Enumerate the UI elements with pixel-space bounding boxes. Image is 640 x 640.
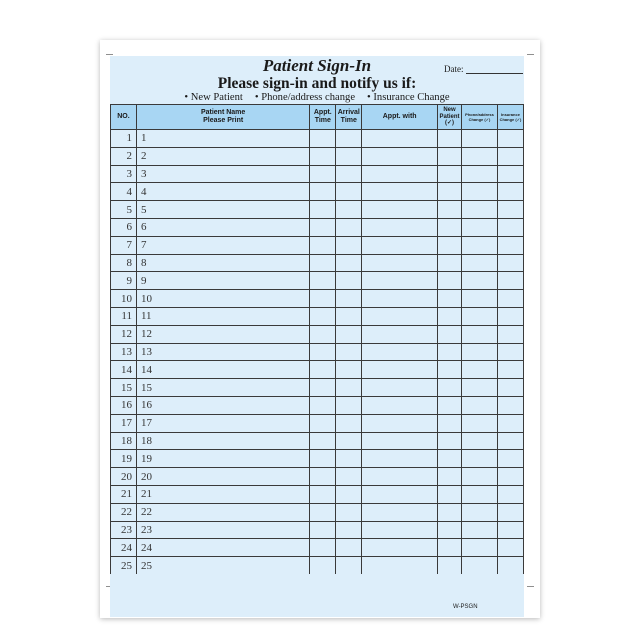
patient-name-cell[interactable]: 19 bbox=[136, 450, 309, 468]
appt-with-cell[interactable] bbox=[362, 130, 438, 148]
phone-address-change-cell[interactable] bbox=[462, 503, 498, 521]
arrival-time-cell[interactable] bbox=[336, 414, 362, 432]
row-number-cell: 11 bbox=[111, 307, 137, 325]
table-row bbox=[111, 325, 524, 343]
table-row bbox=[111, 432, 524, 450]
row-number-cell: 17 bbox=[111, 414, 137, 432]
phone-address-change-cell[interactable] bbox=[462, 539, 498, 557]
table-row bbox=[111, 361, 524, 379]
date-field[interactable] bbox=[466, 73, 523, 74]
phone-address-change-cell[interactable] bbox=[462, 450, 498, 468]
header-no: NO. bbox=[111, 105, 137, 130]
insurance-change-cell[interactable] bbox=[497, 165, 523, 183]
appt-time-cell[interactable] bbox=[310, 290, 336, 308]
table-row bbox=[111, 485, 524, 503]
insurance-change-cell[interactable] bbox=[497, 272, 523, 290]
new-patient-cell[interactable] bbox=[438, 521, 462, 539]
row-number-cell: 19 bbox=[111, 450, 137, 468]
row-number-cell: 15 bbox=[111, 379, 137, 397]
patient-name-cell[interactable]: 1 bbox=[136, 130, 309, 148]
phone-address-change-cell[interactable] bbox=[462, 201, 498, 219]
appt-with-cell[interactable] bbox=[362, 414, 438, 432]
new-patient-cell[interactable] bbox=[438, 396, 462, 414]
arrival-time-cell[interactable] bbox=[336, 557, 362, 574]
insurance-change-cell[interactable] bbox=[497, 361, 523, 379]
arrival-time-cell[interactable] bbox=[336, 147, 362, 165]
appt-time-cell[interactable] bbox=[310, 503, 336, 521]
arrival-time-cell[interactable] bbox=[336, 325, 362, 343]
new-patient-cell[interactable] bbox=[438, 450, 462, 468]
row-number-cell: 16 bbox=[111, 396, 137, 414]
patient-name-cell[interactable]: 21 bbox=[136, 485, 309, 503]
header-patient-name: Patient Name Please Print bbox=[136, 105, 309, 130]
appt-time-cell[interactable] bbox=[310, 183, 336, 201]
date-label: Date: bbox=[444, 64, 464, 74]
insurance-change-cell[interactable] bbox=[497, 183, 523, 201]
appt-time-cell[interactable] bbox=[310, 272, 336, 290]
insurance-change-cell[interactable] bbox=[497, 343, 523, 361]
insurance-change-cell[interactable] bbox=[497, 503, 523, 521]
phone-address-change-cell[interactable] bbox=[462, 468, 498, 486]
row-number-cell: 1 bbox=[111, 130, 137, 148]
row-number-cell: 21 bbox=[111, 485, 137, 503]
arrival-time-cell[interactable] bbox=[336, 379, 362, 397]
crop-mark bbox=[106, 54, 113, 55]
row-number-cell: 25 bbox=[111, 557, 137, 574]
phone-address-change-cell[interactable] bbox=[462, 254, 498, 272]
appt-with-cell[interactable] bbox=[362, 503, 438, 521]
row-number-cell: 4 bbox=[111, 183, 137, 201]
appt-time-cell[interactable] bbox=[310, 557, 336, 574]
sign-in-table bbox=[110, 104, 524, 574]
appt-with-cell[interactable] bbox=[362, 290, 438, 308]
appt-with-cell[interactable] bbox=[362, 468, 438, 486]
insurance-change-cell[interactable] bbox=[497, 557, 523, 574]
row-number-cell: 6 bbox=[111, 218, 137, 236]
table-row bbox=[111, 165, 524, 183]
insurance-change-cell[interactable] bbox=[497, 236, 523, 254]
insurance-change-cell[interactable] bbox=[497, 218, 523, 236]
patient-name-cell[interactable]: 3 bbox=[136, 165, 309, 183]
appt-with-cell[interactable] bbox=[362, 254, 438, 272]
table-row bbox=[111, 183, 524, 201]
arrival-time-cell[interactable] bbox=[336, 236, 362, 254]
insurance-change-cell[interactable] bbox=[497, 379, 523, 397]
appt-with-cell[interactable] bbox=[362, 147, 438, 165]
appt-time-cell[interactable] bbox=[310, 147, 336, 165]
appt-with-cell[interactable] bbox=[362, 343, 438, 361]
appt-with-cell[interactable] bbox=[362, 236, 438, 254]
table-row bbox=[111, 521, 524, 539]
appt-time-cell[interactable] bbox=[310, 325, 336, 343]
appt-time-cell[interactable] bbox=[310, 254, 336, 272]
patient-name-cell[interactable]: 24 bbox=[136, 539, 309, 557]
appt-with-cell[interactable] bbox=[362, 539, 438, 557]
appt-time-cell[interactable] bbox=[310, 361, 336, 379]
phone-address-change-cell[interactable] bbox=[462, 290, 498, 308]
crop-mark bbox=[527, 54, 534, 55]
arrival-time-cell[interactable] bbox=[336, 450, 362, 468]
appt-time-cell[interactable] bbox=[310, 450, 336, 468]
arrival-time-cell[interactable] bbox=[336, 503, 362, 521]
form-sheet bbox=[100, 40, 540, 618]
arrival-time-cell[interactable] bbox=[336, 254, 362, 272]
new-patient-cell[interactable] bbox=[438, 432, 462, 450]
table-row bbox=[111, 272, 524, 290]
row-number-cell: 3 bbox=[111, 165, 137, 183]
arrival-time-cell[interactable] bbox=[336, 521, 362, 539]
option-new-patient: • New Patient bbox=[184, 92, 243, 103]
new-patient-cell[interactable] bbox=[438, 165, 462, 183]
header-phone-address-change: Phone/address Change (✓) bbox=[462, 105, 498, 130]
patient-name-cell[interactable]: 12 bbox=[136, 325, 309, 343]
insurance-change-cell[interactable] bbox=[497, 290, 523, 308]
table-row bbox=[111, 290, 524, 308]
table-row bbox=[111, 414, 524, 432]
phone-address-change-cell[interactable] bbox=[462, 236, 498, 254]
table-row bbox=[111, 236, 524, 254]
patient-name-cell[interactable]: 4 bbox=[136, 183, 309, 201]
appt-with-cell[interactable] bbox=[362, 557, 438, 574]
appt-with-cell[interactable] bbox=[362, 521, 438, 539]
patient-name-cell[interactable]: 17 bbox=[136, 414, 309, 432]
sign-in-form bbox=[110, 56, 524, 617]
insurance-change-cell[interactable] bbox=[497, 130, 523, 148]
arrival-time-cell[interactable] bbox=[336, 485, 362, 503]
header-arrival-time: Arrival Time bbox=[336, 105, 362, 130]
appt-with-cell[interactable] bbox=[362, 183, 438, 201]
row-number-cell: 23 bbox=[111, 521, 137, 539]
new-patient-cell[interactable] bbox=[438, 503, 462, 521]
patient-name-cell[interactable]: 18 bbox=[136, 432, 309, 450]
patient-name-cell[interactable]: 22 bbox=[136, 503, 309, 521]
form-title: Patient Sign-In bbox=[262, 56, 372, 75]
new-patient-cell[interactable] bbox=[438, 557, 462, 574]
arrival-time-cell[interactable] bbox=[336, 307, 362, 325]
appt-time-cell[interactable] bbox=[310, 130, 336, 148]
option-phone-address-change: • Phone/address change bbox=[254, 92, 356, 103]
new-patient-cell[interactable] bbox=[438, 307, 462, 325]
table-row bbox=[111, 343, 524, 361]
row-number-cell: 2 bbox=[111, 147, 137, 165]
new-patient-cell[interactable] bbox=[438, 361, 462, 379]
arrival-time-cell[interactable] bbox=[336, 468, 362, 486]
appt-with-cell[interactable] bbox=[362, 361, 438, 379]
new-patient-cell[interactable] bbox=[438, 254, 462, 272]
arrival-time-cell[interactable] bbox=[336, 539, 362, 557]
table-row bbox=[111, 468, 524, 486]
table-row bbox=[111, 130, 524, 148]
row-number-cell: 12 bbox=[111, 325, 137, 343]
patient-name-cell[interactable]: 10 bbox=[136, 290, 309, 308]
phone-address-change-cell[interactable] bbox=[462, 361, 498, 379]
phone-address-change-cell[interactable] bbox=[462, 147, 498, 165]
arrival-time-cell[interactable] bbox=[336, 201, 362, 219]
appt-with-cell[interactable] bbox=[362, 272, 438, 290]
header-appt-time: Appt. Time bbox=[310, 105, 336, 130]
form-code: W-PSGN bbox=[453, 604, 478, 610]
insurance-change-cell[interactable] bbox=[497, 396, 523, 414]
arrival-time-cell[interactable] bbox=[336, 272, 362, 290]
appt-with-cell[interactable] bbox=[362, 485, 438, 503]
appt-with-cell[interactable] bbox=[362, 218, 438, 236]
table-row bbox=[111, 379, 524, 397]
table-row bbox=[111, 218, 524, 236]
phone-address-change-cell[interactable] bbox=[462, 379, 498, 397]
row-number-cell: 9 bbox=[111, 272, 137, 290]
appt-time-cell[interactable] bbox=[310, 165, 336, 183]
patient-name-cell[interactable]: 11 bbox=[136, 307, 309, 325]
appt-time-cell[interactable] bbox=[310, 414, 336, 432]
appt-time-cell[interactable] bbox=[310, 201, 336, 219]
phone-address-change-cell[interactable] bbox=[462, 183, 498, 201]
new-patient-cell[interactable] bbox=[438, 290, 462, 308]
arrival-time-cell[interactable] bbox=[336, 432, 362, 450]
patient-name-cell[interactable]: 14 bbox=[136, 361, 309, 379]
appt-time-cell[interactable] bbox=[310, 539, 336, 557]
new-patient-cell[interactable] bbox=[438, 343, 462, 361]
phone-address-change-cell[interactable] bbox=[462, 130, 498, 148]
appt-with-cell[interactable] bbox=[362, 450, 438, 468]
patient-name-cell[interactable]: 23 bbox=[136, 521, 309, 539]
insurance-change-cell[interactable] bbox=[497, 521, 523, 539]
insurance-change-cell[interactable] bbox=[497, 539, 523, 557]
appt-time-cell[interactable] bbox=[310, 521, 336, 539]
appt-with-cell[interactable] bbox=[362, 379, 438, 397]
patient-name-cell[interactable]: 25 bbox=[136, 557, 309, 574]
phone-address-change-cell[interactable] bbox=[462, 165, 498, 183]
phone-address-change-cell[interactable] bbox=[462, 307, 498, 325]
row-number-cell: 22 bbox=[111, 503, 137, 521]
row-number-cell: 24 bbox=[111, 539, 137, 557]
new-patient-cell[interactable] bbox=[438, 183, 462, 201]
table-row bbox=[111, 503, 524, 521]
arrival-time-cell[interactable] bbox=[336, 165, 362, 183]
row-number-cell: 8 bbox=[111, 254, 137, 272]
header-insurance-change: Insurance Change (✓) bbox=[497, 105, 523, 130]
phone-address-change-cell[interactable] bbox=[462, 557, 498, 574]
new-patient-cell[interactable] bbox=[438, 236, 462, 254]
phone-address-change-cell[interactable] bbox=[462, 414, 498, 432]
table-row bbox=[111, 147, 524, 165]
phone-address-change-cell[interactable] bbox=[462, 218, 498, 236]
arrival-time-cell[interactable] bbox=[336, 396, 362, 414]
crop-mark bbox=[527, 586, 534, 587]
new-patient-cell[interactable] bbox=[438, 272, 462, 290]
insurance-change-cell[interactable] bbox=[497, 414, 523, 432]
arrival-time-cell[interactable] bbox=[336, 343, 362, 361]
arrival-time-cell[interactable] bbox=[336, 290, 362, 308]
insurance-change-cell[interactable] bbox=[497, 254, 523, 272]
new-patient-cell[interactable] bbox=[438, 325, 462, 343]
patient-name-cell[interactable]: 16 bbox=[136, 396, 309, 414]
form-subtitle: Please sign-in and notify us if: bbox=[217, 75, 417, 92]
table-row bbox=[111, 539, 524, 557]
phone-address-change-cell[interactable] bbox=[462, 343, 498, 361]
insurance-change-cell[interactable] bbox=[497, 307, 523, 325]
appt-time-cell[interactable] bbox=[310, 236, 336, 254]
patient-name-cell[interactable]: 6 bbox=[136, 218, 309, 236]
table-row bbox=[111, 450, 524, 468]
arrival-time-cell[interactable] bbox=[336, 130, 362, 148]
option-insurance-change: • Insurance Change bbox=[367, 92, 450, 103]
appt-time-cell[interactable] bbox=[310, 485, 336, 503]
insurance-change-cell[interactable] bbox=[497, 201, 523, 219]
header-row bbox=[111, 105, 524, 130]
patient-name-cell[interactable]: 15 bbox=[136, 379, 309, 397]
patient-name-cell[interactable]: 5 bbox=[136, 201, 309, 219]
appt-time-cell[interactable] bbox=[310, 307, 336, 325]
table-row bbox=[111, 307, 524, 325]
table-row bbox=[111, 254, 524, 272]
patient-name-cell[interactable]: 13 bbox=[136, 343, 309, 361]
patient-name-cell[interactable]: 7 bbox=[136, 236, 309, 254]
row-number-cell: 5 bbox=[111, 201, 137, 219]
new-patient-cell[interactable] bbox=[438, 539, 462, 557]
notify-options bbox=[110, 92, 524, 103]
appt-time-cell[interactable] bbox=[310, 468, 336, 486]
phone-address-change-cell[interactable] bbox=[462, 272, 498, 290]
appt-with-cell[interactable] bbox=[362, 165, 438, 183]
new-patient-cell[interactable] bbox=[438, 379, 462, 397]
new-patient-cell[interactable] bbox=[438, 414, 462, 432]
appt-with-cell[interactable] bbox=[362, 432, 438, 450]
patient-name-cell[interactable]: 9 bbox=[136, 272, 309, 290]
appt-time-cell[interactable] bbox=[310, 396, 336, 414]
phone-address-change-cell[interactable] bbox=[462, 325, 498, 343]
table-row bbox=[111, 557, 524, 574]
new-patient-cell[interactable] bbox=[438, 130, 462, 148]
row-number-cell: 13 bbox=[111, 343, 137, 361]
insurance-change-cell[interactable] bbox=[497, 485, 523, 503]
phone-address-change-cell[interactable] bbox=[462, 521, 498, 539]
row-number-cell: 20 bbox=[111, 468, 137, 486]
new-patient-cell[interactable] bbox=[438, 201, 462, 219]
new-patient-cell[interactable] bbox=[438, 485, 462, 503]
row-number-cell: 7 bbox=[111, 236, 137, 254]
new-patient-cell[interactable] bbox=[438, 147, 462, 165]
header-appt-with: Appt. with bbox=[362, 105, 438, 130]
insurance-change-cell[interactable] bbox=[497, 325, 523, 343]
appt-with-cell[interactable] bbox=[362, 396, 438, 414]
new-patient-cell[interactable] bbox=[438, 468, 462, 486]
phone-address-change-cell[interactable] bbox=[462, 396, 498, 414]
patient-name-cell[interactable]: 20 bbox=[136, 468, 309, 486]
appt-time-cell[interactable] bbox=[310, 218, 336, 236]
insurance-change-cell[interactable] bbox=[497, 450, 523, 468]
table-row bbox=[111, 396, 524, 414]
header-new-patient: New Patient (✓) bbox=[438, 105, 462, 130]
new-patient-cell[interactable] bbox=[438, 218, 462, 236]
patient-name-cell[interactable]: 2 bbox=[136, 147, 309, 165]
insurance-change-cell[interactable] bbox=[497, 147, 523, 165]
arrival-time-cell[interactable] bbox=[336, 183, 362, 201]
table-row bbox=[111, 201, 524, 219]
appt-with-cell[interactable] bbox=[362, 325, 438, 343]
arrival-time-cell[interactable] bbox=[336, 361, 362, 379]
appt-with-cell[interactable] bbox=[362, 201, 438, 219]
appt-time-cell[interactable] bbox=[310, 379, 336, 397]
patient-name-cell[interactable]: 8 bbox=[136, 254, 309, 272]
row-number-cell: 18 bbox=[111, 432, 137, 450]
row-number-cell: 14 bbox=[111, 361, 137, 379]
appt-with-cell[interactable] bbox=[362, 307, 438, 325]
insurance-change-cell[interactable] bbox=[497, 432, 523, 450]
appt-time-cell[interactable] bbox=[310, 432, 336, 450]
phone-address-change-cell[interactable] bbox=[462, 485, 498, 503]
appt-time-cell[interactable] bbox=[310, 343, 336, 361]
arrival-time-cell[interactable] bbox=[336, 218, 362, 236]
row-number-cell: 10 bbox=[111, 290, 137, 308]
phone-address-change-cell[interactable] bbox=[462, 432, 498, 450]
insurance-change-cell[interactable] bbox=[497, 468, 523, 486]
